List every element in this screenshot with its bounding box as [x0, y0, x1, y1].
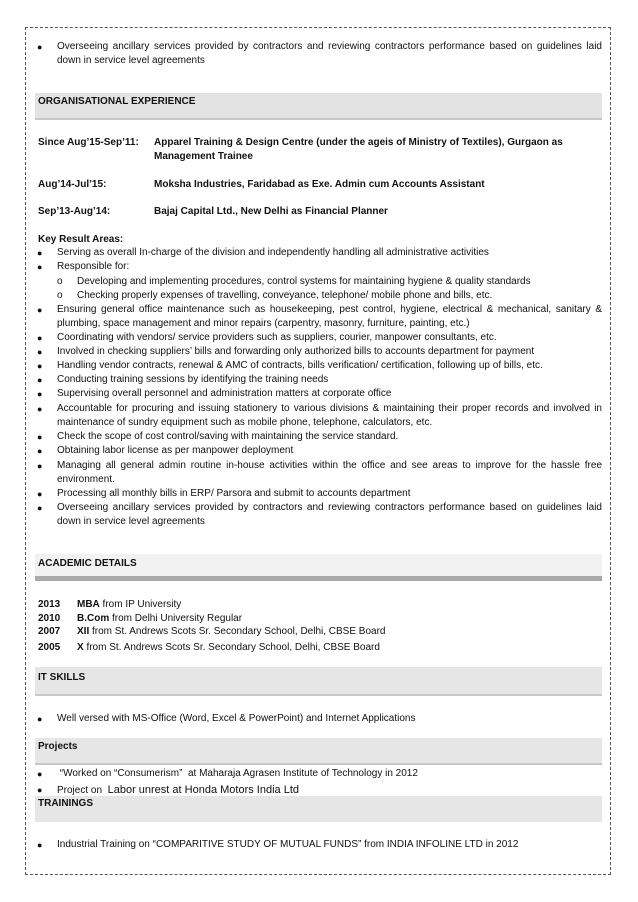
bullet-text: Check the scope of cost control/saving with maintaining the service standard.	[57, 431, 399, 442]
section-heading-trainings: TRAININGS	[38, 798, 93, 809]
bullet-icon: ●	[37, 432, 43, 442]
sub-bullet-text: Developing and implementing procedures, control systems for maintaining hygiene & quality standards	[77, 276, 531, 287]
bullet-text: Industrial Training on “COMPARITIVE STUDY OF MUTUAL FUNDS” from INDIA INFOLINE LTD in 2012	[57, 839, 519, 850]
section-heading-org-experience: ORGANISATIONAL EXPERIENCE	[38, 96, 196, 107]
bullet-text: Well versed with MS-Office (Word, Excel & PowerPoint) and Internet Applications	[57, 713, 416, 724]
bullet-icon: ●	[37, 42, 43, 52]
degree-name: B.Com	[77, 613, 110, 624]
bullet-text: Conducting training sessions by identifying the training needs	[57, 374, 329, 385]
kra-heading: Key Result Areas:	[38, 234, 124, 245]
bullet-text: Obtaining labor license as per manpower deployment	[57, 445, 294, 456]
bullet-text: Handling vendor contracts, renewal & AMC of contracts, bills verification/ certification, following up of bills, etc.	[57, 360, 543, 371]
academic-degree	[77, 641, 380, 654]
circle-bullet-icon: o	[57, 290, 63, 301]
bullet-icon: ●	[37, 461, 43, 471]
section-heading-academic: ACADEMIC DETAILS	[38, 558, 137, 569]
section-divider	[35, 576, 602, 581]
bullet-icon: ●	[37, 248, 43, 258]
bullet-icon: ●	[37, 446, 43, 456]
bullet-icon: ●	[37, 714, 43, 724]
bullet-icon: ●	[37, 404, 43, 414]
bullet-icon: ●	[37, 489, 43, 499]
bullet-text: Involved in checking suppliers’ bills and forwarding only authorized bills to accounts department for payment	[57, 346, 535, 357]
experience-date: Aug’14-Jul’15:	[38, 179, 107, 190]
bullet-icon: ●	[37, 262, 43, 272]
section-band	[35, 667, 602, 694]
experience-description: Moksha Industries, Faridabad as Exe. Admin cum Accounts Assistant	[154, 179, 485, 190]
academic-year: 2007	[38, 626, 61, 637]
degree-institution: from St. Andrews Scots Sr. Secondary School, Delhi, CBSE Board	[89, 626, 386, 637]
bullet-icon: ●	[37, 361, 43, 371]
bullet-text: Serving as overall In-charge of the division and independently handling all administrative activities	[57, 247, 489, 258]
experience-description: Apparel Training & Design Centre (under the ageis of Ministry of Textiles), Gurgaon as Management Trainee	[154, 137, 563, 162]
section-divider	[35, 118, 602, 120]
section-heading-projects: Projects	[38, 741, 78, 752]
section-divider	[35, 694, 602, 696]
academic-year: 2005	[38, 642, 61, 653]
bullet-text: Processing all monthly bills in ERP/ Parsora and submit to accounts department	[57, 488, 411, 499]
academic-year: 2010	[38, 613, 61, 624]
bullet-text: Managing all general admin routine in-house activities within the office and see areas to improve for the hassle free environment.	[57, 460, 602, 485]
bullet-text: Accountable for procuring and issuing stationery to various divisions & maintaining their proper records and involved in maintenance of sundry equipment such as mobile phone, telephone, calculators, etc.	[57, 403, 602, 428]
section-band	[35, 796, 602, 822]
academic-year: 2013	[38, 599, 61, 610]
degree-name: X	[77, 642, 84, 653]
bullet-icon: ●	[37, 785, 43, 795]
bullet-text: Overseeing ancillary services provided by contractors and reviewing contractors performance based on guidelines laid down in service level agreements	[57, 41, 602, 66]
bullet-icon: ●	[37, 333, 43, 343]
bullet-icon: ●	[37, 305, 43, 315]
project-topic: Labor unrest at Honda Motors India Ltd	[107, 784, 299, 796]
section-divider	[35, 763, 602, 765]
section-heading-it-skills: IT SKILLS	[38, 672, 86, 683]
bullet-icon: ●	[37, 503, 43, 513]
experience-date: Since Aug’15-Sep’11:	[38, 137, 139, 148]
bullet-text: Supervising overall personnel and administration matters at corporate office	[57, 388, 392, 399]
section-band	[35, 738, 602, 763]
academic-degree	[77, 625, 385, 638]
academic-degree	[77, 598, 181, 611]
bullet-text: Overseeing ancillary services provided by contractors and reviewing contractors performance based on guidelines laid down in service level agreements	[57, 502, 602, 527]
bullet-icon: ●	[37, 347, 43, 357]
degree-name: MBA	[77, 599, 100, 610]
bullet-text: Coordinating with vendors/ service providers such as suppliers, courier, manpower consultants, etc.	[57, 332, 497, 343]
bullet-text: Responsible for:	[57, 261, 130, 272]
bullet-icon: ●	[37, 389, 43, 399]
bullet-icon: ●	[37, 840, 43, 850]
sub-bullet-text: Checking properly expenses of travelling, conveyance, telephone/ mobile phone and bills, etc.	[77, 290, 493, 301]
degree-institution: from Delhi University Regular	[109, 613, 243, 624]
bullet-text: “Worked on “Consumerism” at Maharaja Agrasen Institute of Technology in 2012	[57, 768, 418, 779]
bullet-text: Ensuring general office maintenance such as housekeeping, pest control, hygiene, electrical & mechanical, sanitary & plumbing, space management and minor repairs (carpentry, masonry, furniture, painting, etc.)	[57, 304, 602, 329]
degree-institution: from St. Andrews Scots Sr. Secondary School, Delhi, CBSE Board	[83, 642, 380, 653]
academic-degree	[77, 612, 242, 625]
bullet-icon: ●	[37, 375, 43, 385]
bullet-icon: ●	[37, 769, 43, 779]
project-prefix: Project on	[57, 785, 108, 796]
degree-institution: from IP University	[99, 599, 182, 610]
experience-description: Bajaj Capital Ltd., New Delhi as Financial Planner	[154, 206, 388, 217]
degree-name: XII	[77, 626, 90, 637]
experience-date: Sep’13-Aug’14:	[38, 206, 111, 217]
circle-bullet-icon: o	[57, 276, 63, 287]
